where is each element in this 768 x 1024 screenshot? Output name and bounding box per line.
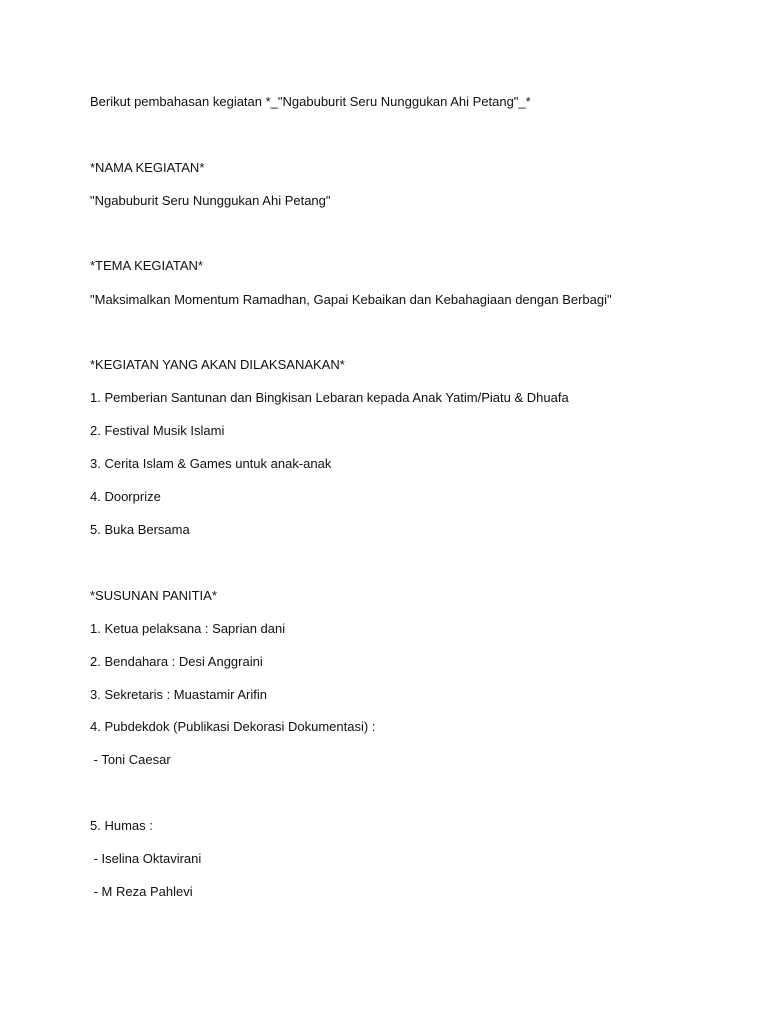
list-item: 4. Doorprize (90, 489, 161, 504)
list-item: 4. Pubdekdok (Publikasi Dekorasi Dokumentasi) : (90, 719, 376, 734)
sub-list-item: - Iselina Oktavirani (90, 851, 202, 866)
list-item: 3. Sekretaris : Muastamir Arifin (90, 687, 267, 702)
heading-kegiatan: *KEGIATAN YANG AKAN DILAKSANAKAN* (90, 357, 345, 372)
list-item: 1. Pemberian Santunan dan Bingkisan Lebaran kepada Anak Yatim/Piatu & Dhuafa (90, 390, 569, 405)
list-item: 1. Ketua pelaksana : Saprian dani (90, 621, 286, 636)
list-item: 2. Bendahara : Desi Anggraini (90, 654, 263, 669)
heading-tema-kegiatan: *TEMA KEGIATAN* (90, 258, 203, 273)
list-item: 5. Buka Bersama (90, 522, 190, 537)
nama-kegiatan-value: "Ngabuburit Seru Nunggukan Ahi Petang" (90, 193, 331, 208)
list-item: 2. Festival Musik Islami (90, 423, 225, 438)
sub-list-item: - M Reza Pahlevi (90, 884, 193, 899)
list-item: 3. Cerita Islam & Games untuk anak-anak (90, 456, 332, 471)
sub-list-item: - Toni Caesar (90, 752, 171, 767)
intro-line: Berikut pembahasan kegiatan *_"Ngabuburit Seru Nunggukan Ahi Petang"_* (90, 94, 531, 109)
list-item: 5. Humas : (90, 818, 153, 833)
heading-susunan-panitia: *SUSUNAN PANITIA* (90, 588, 217, 603)
tema-kegiatan-value: "Maksimalkan Momentum Ramadhan, Gapai Kebaikan dan Kebahagiaan dengan Berbagi" (90, 292, 612, 307)
heading-nama-kegiatan: *NAMA KEGIATAN* (90, 160, 205, 175)
